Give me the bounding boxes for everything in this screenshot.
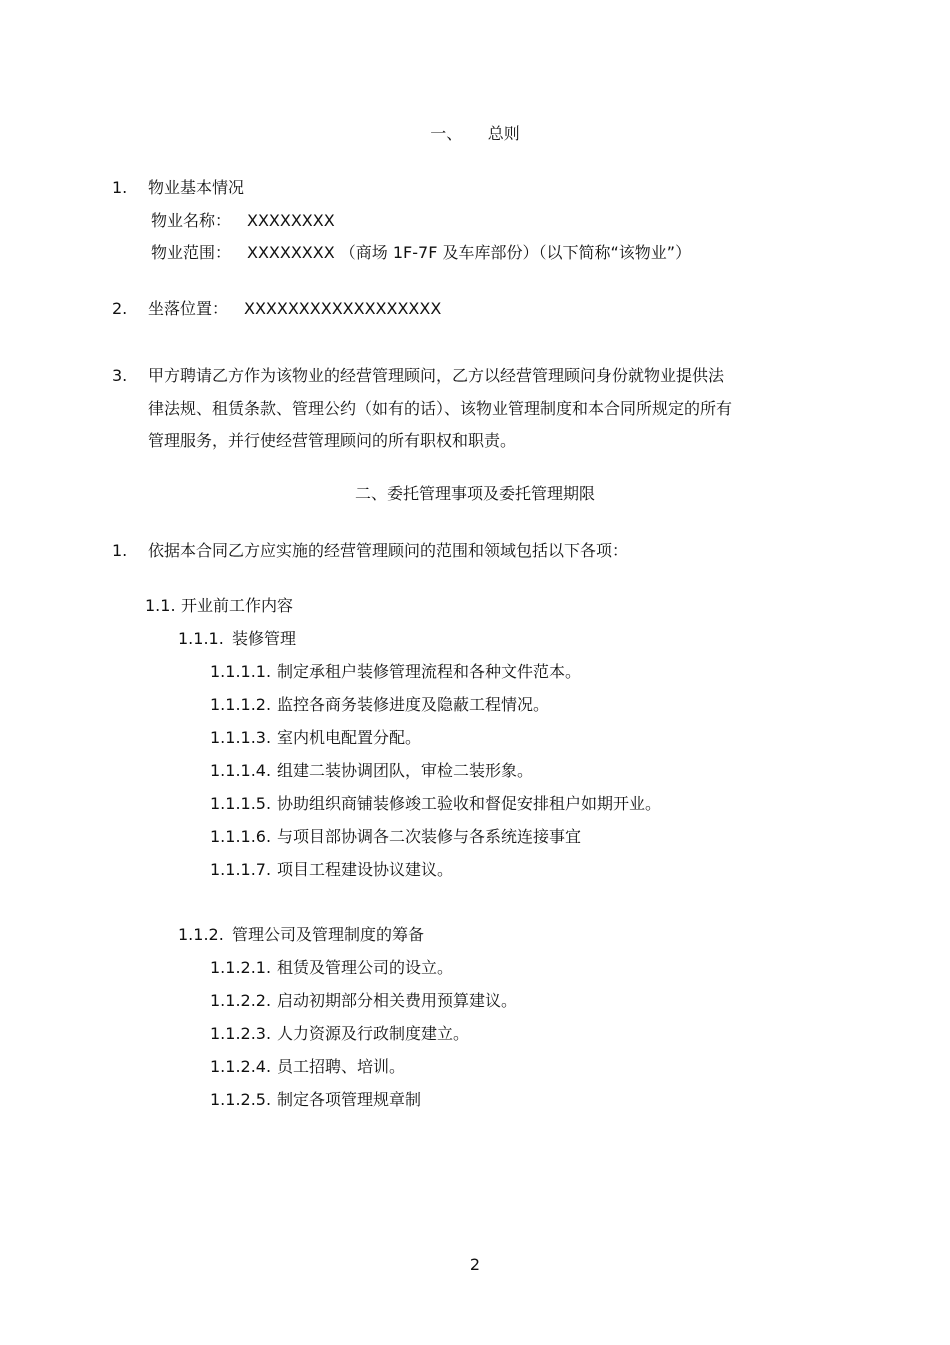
clause-number: 3. [112, 366, 128, 385]
list-item-number: 1.1.1.5. [210, 794, 272, 813]
property-name-label: 物业名称： [151, 211, 232, 230]
subsection-1-1-1 [178, 629, 296, 649]
list-item-text: 协助组织商铺装修竣工验收和督促安排租户如期开业。 [277, 794, 662, 813]
list-item [210, 860, 453, 880]
list-item [210, 827, 581, 847]
list-item-number: 1.1.2.2. [210, 991, 272, 1010]
list-item-number: 1.1.2.3. [210, 1024, 272, 1043]
list-item [210, 1090, 421, 1110]
list-item [210, 1024, 469, 1044]
clause-2 [112, 299, 441, 319]
clause-number: 2. [112, 299, 128, 318]
section-heading-delegation: 二、委托管理事项及委托管理期限 [354, 484, 595, 503]
subsection-number: 1.1. [145, 596, 176, 615]
list-item-text: 员工招聘、培训。 [277, 1057, 406, 1076]
property-range-value: XXXXXXXX （商场 1F-7F 及车库部份）（以下简称“该物业”） [247, 243, 692, 262]
page-number: 2 [469, 1255, 481, 1274]
list-item-number: 1.1.1.1. [210, 662, 272, 681]
list-item [210, 1057, 405, 1077]
list-item-number: 1.1.2.5. [210, 1090, 272, 1109]
clause-3 [112, 366, 724, 386]
subsection-1-1 [145, 596, 293, 616]
list-item [210, 728, 421, 748]
property-name-row [151, 211, 335, 231]
list-item [210, 695, 549, 715]
clause-1 [112, 178, 244, 198]
list-item-text: 项目工程建设协议建议。 [277, 860, 454, 879]
list-item-text: 组建二装协调团队，审检二装形象。 [277, 761, 534, 780]
list-item-text: 与项目部协调各二次装修与各系统连接事宜 [277, 827, 582, 846]
clause-3-line-3: 管理服务，并行使经营管理顾问的所有职权和职责。 [148, 431, 517, 450]
list-item-number: 1.1.1.4. [210, 761, 272, 780]
clause-title: 物业基本情况 [148, 178, 245, 197]
section-heading-general [0, 124, 950, 144]
delegation-clause-1 [112, 541, 628, 561]
section-heading-number: 一、 [430, 124, 463, 143]
subsection-title: 装修管理 [232, 629, 297, 648]
list-item [210, 761, 533, 781]
clause-number: 1. [112, 178, 128, 197]
clause-text: 依据本合同乙方应实施的经营管理顾问的范围和领域包括以下各项： [148, 541, 629, 560]
list-item-text: 制定各项管理规章制 [277, 1090, 422, 1109]
list-item-text: 租赁及管理公司的设立。 [277, 958, 454, 977]
clause-3-line-2: 律法规、租赁条款、管理公约（如有的话）、该物业管理制度和本合同所规定的所有 [148, 399, 733, 418]
subsection-title: 开业前工作内容 [181, 596, 294, 615]
list-item-number: 1.1.1.6. [210, 827, 272, 846]
subsection-number: 1.1.2. [178, 925, 224, 944]
property-range-label: 物业范围： [151, 243, 232, 262]
subsection-title: 管理公司及管理制度的筹备 [232, 925, 425, 944]
list-item [210, 662, 581, 682]
subsection-1-1-2 [178, 925, 424, 945]
list-item-text: 制定承租户装修管理流程和各种文件范本。 [277, 662, 582, 681]
list-item-number: 1.1.2.4. [210, 1057, 272, 1076]
clause-3-line-1: 甲方聘请乙方作为该物业的经营管理顾问，乙方以经营管理顾问身份就物业提供法 [148, 366, 725, 385]
list-item-number: 1.1.1.7. [210, 860, 272, 879]
list-item-number: 1.1.1.3. [210, 728, 272, 747]
list-item [210, 958, 453, 978]
list-item-number: 1.1.2.1. [210, 958, 272, 977]
list-item-text: 室内机电配置分配。 [277, 728, 422, 747]
clause-number: 1. [112, 541, 128, 560]
subsection-number: 1.1.1. [178, 629, 224, 648]
list-item-text: 启动初期部分相关费用预算建议。 [277, 991, 518, 1010]
list-item [210, 991, 517, 1011]
section-heading-text: 总则 [487, 124, 520, 143]
list-item-number: 1.1.1.2. [210, 695, 272, 714]
list-item [210, 794, 661, 814]
location-value: XXXXXXXXXXXXXXXXXX [244, 299, 442, 318]
location-label: 坐落位置： [148, 299, 229, 318]
list-item-text: 人力资源及行政制度建立。 [277, 1024, 470, 1043]
property-range-row [151, 243, 691, 263]
list-item-text: 监控各商务装修进度及隐蔽工程情况。 [277, 695, 550, 714]
property-name-value: XXXXXXXX [247, 211, 335, 230]
